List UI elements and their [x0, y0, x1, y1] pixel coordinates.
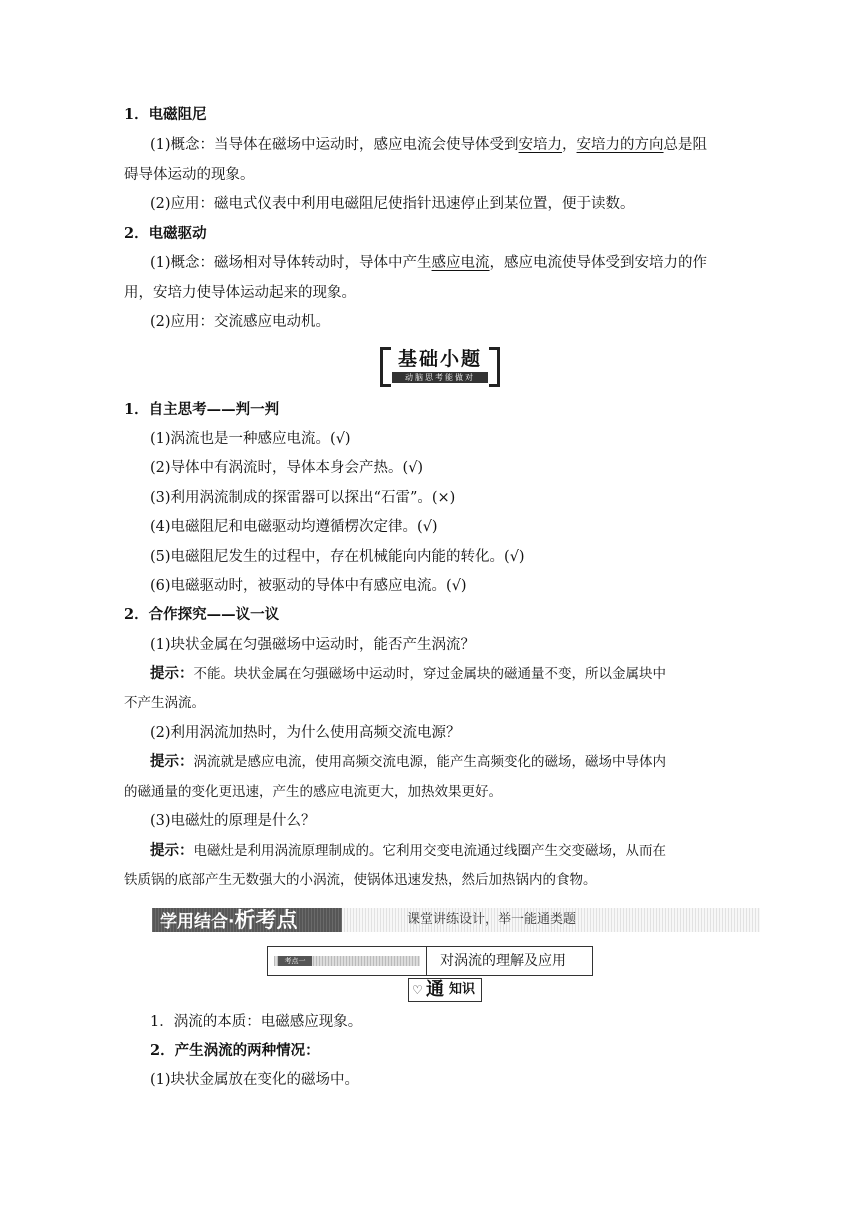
damping-application: (2)应用：磁电式仪表中利用电磁阻尼使指针迅速停止到某位置，便于读数。 [150, 196, 635, 212]
judge-item: (3)利用涡流制成的探雷器可以探出“石雷”。(×) [150, 490, 456, 506]
underlined-term-force-direction: 安培力的方向 [576, 137, 664, 153]
know-knowledge-tag [408, 978, 482, 1002]
bracket-right [489, 347, 500, 387]
banner-title: 基础小题 [397, 348, 482, 370]
judge-item: (6)电磁驱动时，被驱动的导体中有感应电流。(√) [150, 578, 467, 594]
hint-line [150, 664, 770, 684]
bracket-left [380, 347, 391, 387]
exam-point-tag-strip [274, 956, 420, 966]
hint-line [150, 752, 770, 772]
underlined-term-ampere-force: 安培力 [518, 137, 563, 153]
hint-text-cont: 的磁通量的变化更迅速，产生的感应电流更大，加热效果更好。 [124, 784, 502, 800]
exam-point-tag-cell [268, 947, 427, 975]
banner-subtitle: 动脑思考能做对 [392, 372, 488, 383]
banner-subtitle: 课堂讲练设计，举一能通类题 [407, 912, 577, 927]
exam-point-title: 对涡流的理解及应用 [440, 953, 566, 969]
drive-concept-line [150, 253, 770, 273]
hint-text-cont: 不产生涡流。 [124, 695, 205, 711]
hint-label: 提示： [150, 665, 194, 682]
tag-big-char: 通 [426, 979, 444, 1000]
text-span: 总是阻 [663, 137, 708, 153]
section-heading-damping: 1．电磁阻尼 [124, 106, 207, 123]
hint-text-cont: 铁质锅的底部产生无数强大的小涡流，使锅体迅速发热，然后加热锅内的食物。 [124, 872, 597, 888]
eddy-essence: 1．涡流的本质：电磁感应现象。 [150, 1014, 363, 1030]
text-span: (1)概念：当导体在磁场中运动时，感应电流会使导体受到 [150, 137, 519, 153]
hint-line [150, 841, 770, 861]
banner-title [160, 908, 297, 934]
judge-item: (2)导体中有涡流时，导体本身会产热。(√) [150, 460, 424, 476]
banner-title-b: 析考点 [234, 908, 298, 932]
self-think-heading: 1．自主思考——判一判 [124, 401, 280, 418]
hint-label: 提示： [150, 753, 194, 770]
text-span: (1)概念：磁场相对导体转动时，导体中产生 [150, 255, 432, 271]
judge-item: (5)电磁阻尼发生的过程中，存在机械能向内能的转化。(√) [150, 549, 525, 565]
study-apply-banner [152, 908, 760, 932]
hint-text: 电磁灶是利用涡流原理制成的。它利用交变电流通过线圈产生交变磁场，从而在 [193, 843, 666, 859]
discussion-question: (3)电磁灶的原理是什么？ [150, 813, 316, 829]
exam-point-box [267, 946, 593, 976]
underlined-term-induced-current: 感应电流 [431, 255, 490, 271]
section-heading-drive: 2．电磁驱动 [124, 225, 207, 242]
tag-small-text: 知识 [449, 982, 476, 997]
exam-point-tag: 考点一 [278, 956, 312, 966]
judge-item: (1)涡流也是一种感应电流。(√) [150, 431, 351, 447]
hint-text: 不能。块状金属在匀强磁场中运动时，穿过金属块的磁通量不变，所以金属块中 [193, 666, 666, 682]
text-span: ， [562, 137, 577, 153]
banner-dark-block [152, 908, 342, 932]
drive-application: (2)应用：交流感应电动机。 [150, 314, 331, 330]
discussion-question: (1)块状金属在匀强磁场中运动时，能否产生涡流？ [150, 637, 476, 653]
hint-label: 提示： [150, 842, 194, 859]
judge-item: (4)电磁阻尼和电磁驱动均遵循楞次定律。(√) [150, 519, 438, 535]
eddy-cases-heading: 2．产生涡流的两种情况： [150, 1042, 320, 1059]
heart-icon: ♡ [412, 983, 423, 997]
basic-questions-banner [380, 347, 500, 385]
eddy-case-1: (1)块状金属放在变化的磁场中。 [150, 1072, 360, 1088]
drive-concept-cont: 用，安培力使导体运动起来的现象。 [124, 285, 356, 301]
hint-text: 涡流就是感应电流，使用高频交流电源，能产生高频变化的磁场，磁场中导体内 [193, 754, 666, 770]
discussion-question: (2)利用涡流加热时，为什么使用高频交流电源？ [150, 725, 461, 741]
damping-concept-cont: 碍导体运动的现象。 [124, 167, 255, 183]
text-span: ，感应电流使导体受到安培力的作 [489, 255, 708, 271]
cooperate-heading: 2．合作探究——议一议 [124, 606, 280, 623]
damping-concept-line [150, 135, 770, 155]
banner-title-a: 学用结合· [160, 912, 235, 932]
